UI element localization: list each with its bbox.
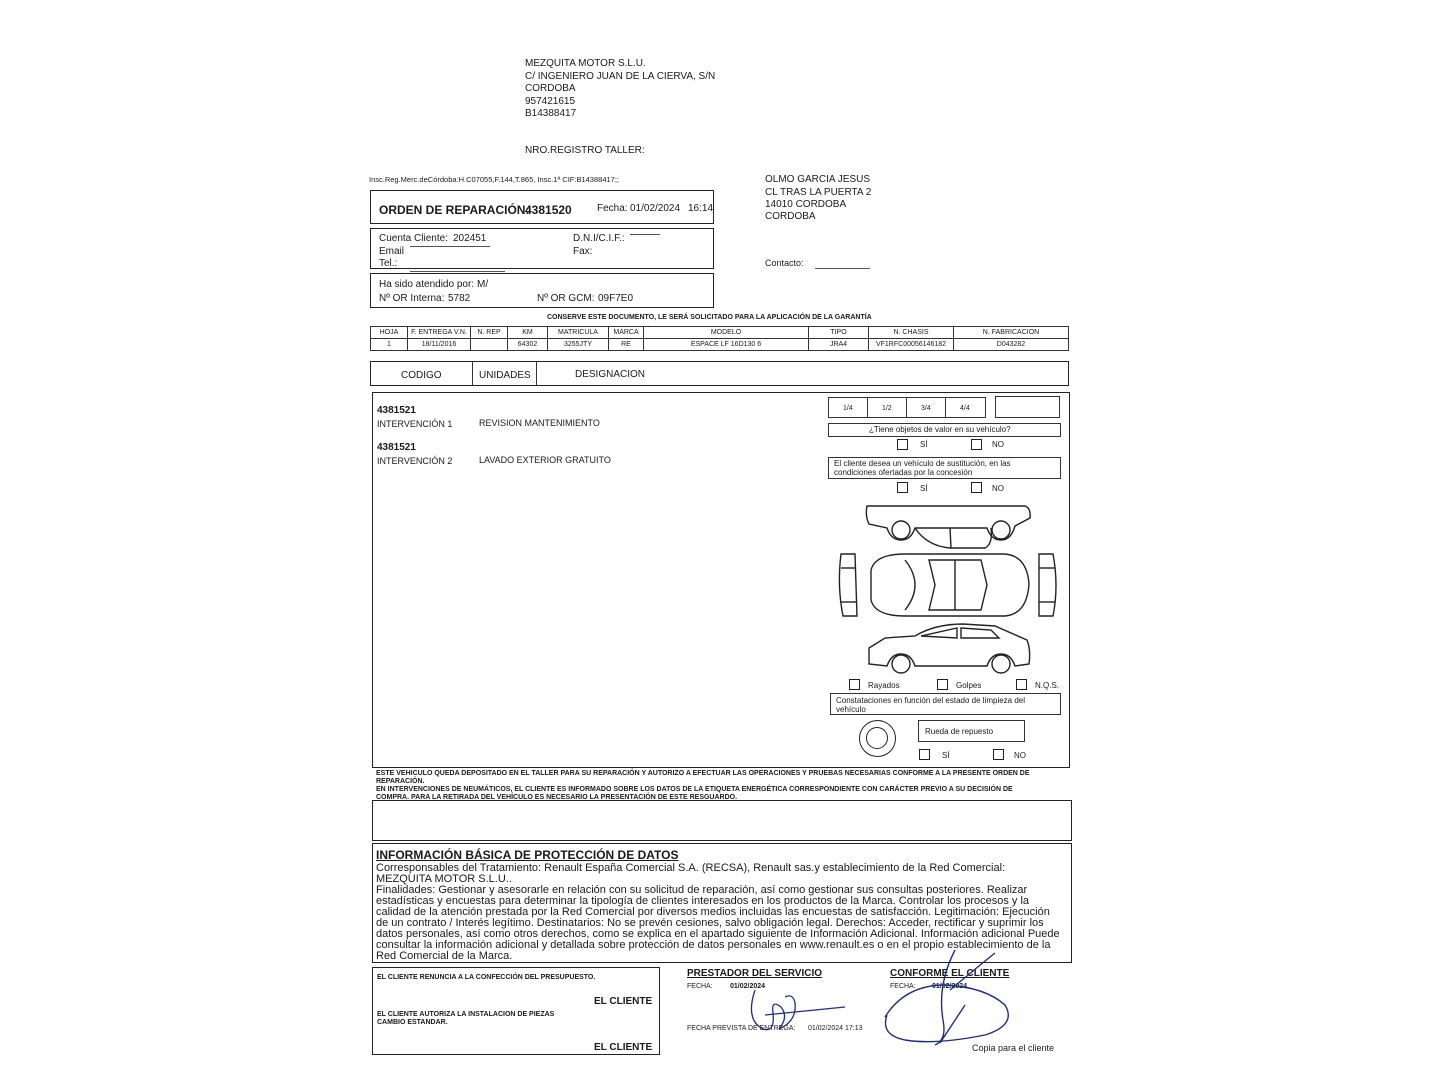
- attended-value: M/: [477, 279, 489, 290]
- legal-line-1: ESTE VEHICULO QUEDA DEPOSITADO EN EL TALLER PARA SU REPARACIÓN Y AUTORIZO A EFECTUAR LAS OPERACIONES Y PRUEBAS NECESARIAS CONFORME A LA PRESENTE ORDEN DE: [376, 770, 1030, 777]
- privacy-line: de un contrato / Interés legítimo. Destinatarios: No se prevén cesiones, salvo obligación legal. Derechos: Acceder, rectificar y suprimir los: [376, 917, 1044, 929]
- attended-label: Ha sido atendido por:: [379, 279, 475, 290]
- privacy-line: Finalidades: Gestionar y asesorarle en relación con su solicitud de reparación, así como gestionar sus consultas posteriores. Realizar: [376, 884, 1028, 896]
- redaction-mark: [630, 234, 660, 235]
- col-header: MATRICULA: [548, 327, 609, 339]
- fuel-extra-box: [995, 396, 1060, 418]
- client-name: OLMO GARCIA JESUS: [765, 174, 871, 185]
- intervention-code: 4381521: [377, 405, 416, 416]
- work-header: [370, 361, 1069, 386]
- work-header-designation: DESIGNACION: [575, 369, 646, 380]
- cell-delivery: 18/11/2016: [408, 339, 471, 351]
- spare-no-label: NO: [1014, 751, 1026, 760]
- cleaning-text1: Constataciones en función del estado de limpieza del: [836, 696, 1026, 705]
- order-number: 4381520: [525, 203, 572, 217]
- nqs-checkbox[interactable]: [1016, 679, 1027, 690]
- redaction-mark: [410, 271, 505, 272]
- internal-value: 5782: [448, 293, 471, 304]
- order-box: [370, 190, 714, 224]
- provider-signature: [735, 985, 855, 1045]
- privacy-line: MEZQUITA MOTOR S.L.U..: [376, 873, 512, 885]
- client-street: CL TRAS LA PUERTA 2: [765, 187, 872, 198]
- order-title: ORDEN DE REPARACIÓN:: [379, 203, 530, 217]
- account-label: Cuenta Cliente:: [379, 233, 448, 244]
- privacy-line: datos personales, así como otros derechos, como se explica en el apartado siguiente de Información Adicional. Información adicional Puede: [376, 928, 1060, 940]
- client-signature-label-2: EL CLIENTE: [594, 1042, 653, 1053]
- legal-line-3: EN INTERVENCIONES DE NEUMÁTICOS, EL CLIENTE ES INFORMADO SOBRE LOS DATOS DE LA ETIQUETA ENERGÉTICA CORRESPONDIENTE CON CARÁCTER PREVIO A SU DECISIÓN DE: [376, 786, 1013, 793]
- col-header: MARCA: [609, 327, 644, 339]
- valuables-yes-label: SÍ: [920, 440, 928, 449]
- authorize-text-2: CAMBIO ESTANDAR.: [377, 1019, 448, 1026]
- col-header: N. CHASIS: [869, 327, 954, 339]
- provider-title: PRESTADOR DEL SERVICIO: [687, 968, 823, 979]
- valuables-no-label: NO: [992, 440, 1004, 449]
- table-row: [371, 339, 1069, 351]
- spare-wheel-box: [918, 720, 1025, 742]
- contact-label: Contacto:: [765, 258, 804, 268]
- observations-box: [372, 800, 1072, 841]
- client-city: CORDOBA: [765, 211, 816, 222]
- car-side-view-bottom: [869, 624, 1030, 673]
- tel-label: Tel.:: [379, 258, 398, 269]
- cell-fabrication: D043282: [954, 339, 1069, 351]
- fuel-full[interactable]: 4/4: [960, 405, 970, 412]
- spare-wheel-label: Rueda de repuesto: [925, 727, 994, 736]
- company-city: CORDOBA: [525, 83, 576, 94]
- client-info-box: [370, 228, 714, 269]
- scratches-label: Rayados: [868, 681, 900, 690]
- legal-line-2: REPARACIÓN.: [376, 778, 425, 785]
- intervention-code: 4381521: [377, 442, 416, 453]
- cell-plate: 3255JTY: [548, 339, 609, 351]
- dents-checkbox[interactable]: [937, 679, 948, 690]
- nqs-label: N.Q.S.: [1035, 681, 1060, 690]
- gcm-label: Nº OR GCM:: [537, 293, 595, 304]
- intervention-designation: REVISION MANTENIMIENTO: [479, 418, 600, 428]
- cell-type: JRA4: [809, 339, 869, 351]
- order-time: 16:14: [688, 203, 714, 214]
- car-top-view: [871, 554, 1029, 616]
- intervention-label: INTERVENCIÓN 2: [377, 456, 453, 466]
- fax-label: Fax:: [573, 246, 593, 257]
- work-header-code: CODIGO: [401, 370, 442, 381]
- dni-label: D.N.I/C.I.F.:: [573, 233, 625, 244]
- privacy-title: INFORMACIÓN BÁSICA DE PROTECCIÓN DE DATOS: [376, 848, 679, 862]
- fuel-gauge: [828, 397, 986, 418]
- substitution-no-label: NO: [992, 484, 1004, 493]
- warranty-note: CONSERVE ESTE DOCUMENTO, LE SERÁ SOLICITADO PARA LA APLICACIÓN DE LA GARANTÍA: [547, 314, 872, 321]
- company-address: C/ INGENIERO JUAN DE LA CIERVA, S/N: [525, 71, 716, 82]
- privacy-line: estadísticas y encuestas para determinar la tipología de clientes interesados en los productos de la Marca. Controlar los procesos y la: [376, 895, 1030, 907]
- email-label: Email: [379, 246, 405, 257]
- intervention-label: INTERVENCIÓN 1: [377, 419, 453, 429]
- valuables-question-box: [828, 423, 1061, 437]
- company-cif: B14388417: [525, 108, 577, 119]
- fuel-quarter[interactable]: 1/4: [843, 405, 853, 412]
- cleaning-text2: vehículo: [836, 705, 866, 714]
- col-header: MODELO: [644, 327, 809, 339]
- privacy-line: Corresponsables del Tratamiento: Renault España Comercial S.A. (RECSA), Renault sas.y establecimiento de la Red Comercial:: [376, 862, 1006, 874]
- col-header: N. REP: [471, 327, 508, 339]
- substitution-box: [828, 457, 1061, 479]
- cleaning-box: [830, 693, 1061, 715]
- substitution-yes-checkbox[interactable]: [897, 482, 908, 493]
- client-signature: [875, 945, 1025, 1050]
- fuel-half[interactable]: 1/2: [882, 405, 892, 412]
- col-header: N. FABRICACION: [954, 327, 1069, 339]
- car-side-view-top: [866, 506, 1030, 548]
- valuables-no-checkbox[interactable]: [971, 439, 982, 450]
- client-conform-title: CONFORME EL CLIENTE: [890, 968, 1010, 979]
- cell-brand: RE: [609, 339, 644, 351]
- cell-model: ESPACE LF 16D130 6: [644, 339, 809, 351]
- cell-chassis: VF1RFC00056146182: [869, 339, 954, 351]
- client-postal: 14010 CORDOBA: [765, 199, 847, 210]
- scratches-checkbox[interactable]: [849, 679, 860, 690]
- fuel-three-quarter[interactable]: 3/4: [921, 405, 931, 412]
- col-header: HOJA: [371, 327, 408, 339]
- renounce-text: EL CLIENTE RENUNCIA A LA CONFECCIÓN DEL PRESUPUESTO.: [377, 974, 596, 981]
- car-rear-view: [1039, 554, 1056, 616]
- privacy-line: calidad de la atención prestada por la Red Comercial por diversos medios incluidas las encuestas de satisfacción. Legitimación: Ejecución: [376, 906, 1050, 918]
- redaction-mark: [410, 246, 490, 247]
- client-signature-label-1: EL CLIENTE: [594, 996, 653, 1007]
- spare-no-checkbox[interactable]: [993, 749, 1004, 760]
- cell-hoja: 1: [371, 339, 408, 351]
- vehicle-table: [370, 326, 1069, 351]
- col-header: TIPO: [809, 327, 869, 339]
- cell-nrep: [471, 339, 508, 351]
- company-phone: 957421615: [525, 96, 576, 107]
- spare-wheel-icon: [859, 720, 896, 757]
- client-date-label: FECHA:: [890, 983, 916, 990]
- inscription: Insc.Reg.Merc.deCórdoba:H.C07055,F.144,T.865, Insc.1ª CIF:B14388417;;: [369, 175, 620, 184]
- attended-box: [370, 273, 714, 308]
- gcm-value: 09F7E0: [598, 293, 634, 304]
- company-name: MEZQUITA MOTOR S.L.U.: [525, 58, 646, 69]
- redaction-mark: [815, 268, 870, 269]
- authorize-text-1: EL CLIENTE AUTORIZA LA INSTALACION DE PIEZAS: [377, 1011, 555, 1018]
- client-date: 01/02/2024: [932, 983, 968, 990]
- spare-yes-checkbox[interactable]: [919, 749, 930, 760]
- work-header-units: UNIDADES: [479, 370, 531, 381]
- provider-date-label: FECHA:: [687, 983, 713, 990]
- col-header: KM: [508, 327, 548, 339]
- client-authorization-box: [372, 967, 660, 1055]
- intervention-designation: LAVADO EXTERIOR GRATUITO: [479, 455, 611, 465]
- provider-date: 01/02/2024: [730, 983, 766, 990]
- substitution-text2: condiciones ofertadas por la concesión: [834, 468, 973, 477]
- privacy-line: Red Comercial de la Marca.: [376, 950, 513, 962]
- registry-label: NRO.REGISTRO TALLER:: [525, 145, 645, 156]
- privacy-line: consultar la información adicional y detallada sobre protección de datos personales en www.renault.es o en el propio establecimiento de la: [376, 939, 1051, 951]
- cell-km: 64302: [508, 339, 548, 351]
- legal-line-4: COMPRA. PARA LA RETIRADA DEL VEHÍCULO ES NECESARIO LA PRESENTACIÓN DE ESTE RESGUARDO.: [376, 794, 738, 801]
- car-front-view: [839, 554, 857, 616]
- valuables-yes-checkbox[interactable]: [897, 439, 908, 450]
- valuables-question: ¿Tiene objetos de valor en su vehículo?: [869, 425, 1011, 434]
- substitution-no-checkbox[interactable]: [971, 482, 982, 493]
- substitution-yes-label: SÍ: [920, 484, 928, 493]
- account-value: 202451: [453, 233, 487, 244]
- delivery-date: 01/02/2024 17:13: [808, 1025, 863, 1032]
- dents-label: Golpes: [956, 681, 982, 690]
- internal-label: Nº OR Interna:: [379, 293, 445, 304]
- col-header: F. ENTREGA V.N.: [408, 327, 471, 339]
- spare-yes-label: SÍ: [942, 751, 950, 760]
- substitution-text1: El cliente desea un vehículo de sustitución, en las: [834, 459, 1011, 468]
- table-header-row: [371, 327, 1069, 339]
- car-damage-diagram[interactable]: [835, 498, 1061, 678]
- delivery-label: FECHA PREVISTA DE ENTREGA:: [687, 1025, 796, 1032]
- order-date: 01/02/2024: [630, 203, 681, 214]
- copy-note: Copia para el cliente: [972, 1043, 1055, 1053]
- order-date-label: Fecha:: [597, 203, 628, 214]
